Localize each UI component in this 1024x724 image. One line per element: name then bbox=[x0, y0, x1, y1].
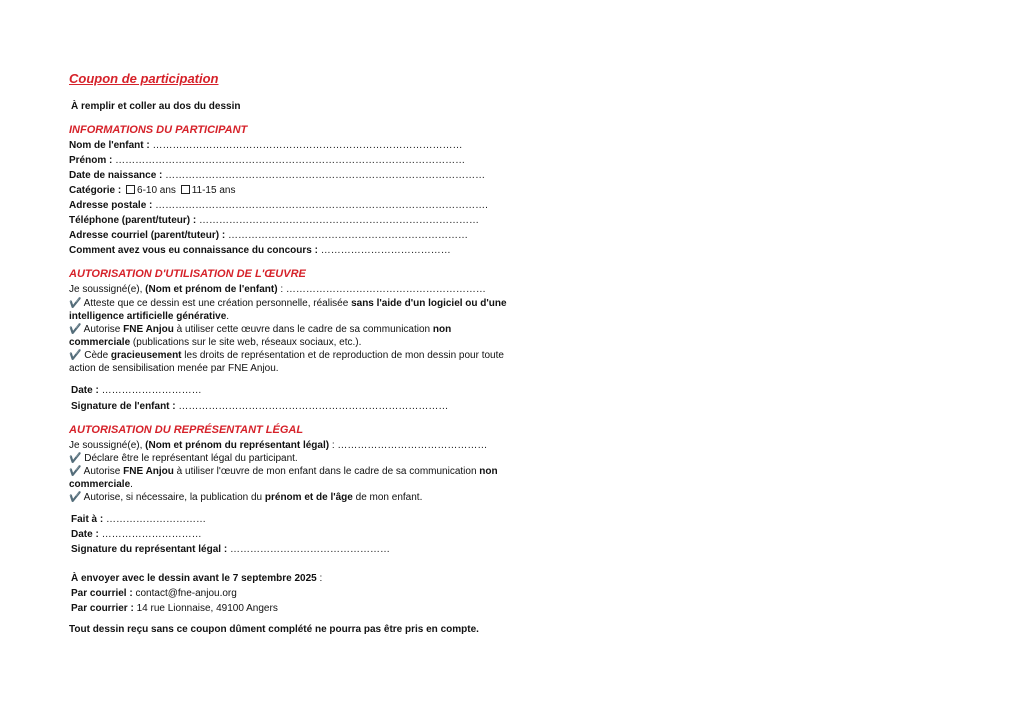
cede-end: les droits de représentation et de reproduction de mon dessin pour toute action de sensibilisation menée par FNE Anjou. bbox=[69, 350, 504, 374]
page-title: Coupon de participation bbox=[69, 71, 219, 86]
courriel-label: Par courriel : bbox=[71, 588, 133, 599]
legal-publication bbox=[69, 491, 509, 504]
publication-end: de mon enfant. bbox=[352, 492, 423, 503]
atteste-bold: sans l'aide d'un logiciel ou d'une intelligence artificielle générative bbox=[69, 298, 507, 322]
oeuvre-autorise bbox=[69, 323, 509, 349]
envoi-courriel bbox=[71, 587, 237, 600]
soussigne-dots: : ……………………………………… bbox=[329, 440, 488, 451]
autorise-org: FNE Anjou bbox=[123, 324, 174, 335]
courriel-link[interactable]: contact@fne-anjou.org bbox=[135, 588, 237, 599]
deadline-text: À envoyer avec le dessin avant le 7 septembre 2025 bbox=[71, 573, 317, 584]
oeuvre-cede bbox=[69, 349, 509, 375]
legal-heading: AUTORISATION DU REPRÉSENTANT LÉGAL bbox=[69, 424, 304, 436]
autorise-bold: non commerciale bbox=[69, 324, 452, 348]
cede-text: Cède bbox=[81, 350, 111, 361]
autorise-end: (publications sur le site web, réseaux sociaux, etc.). bbox=[130, 337, 362, 348]
check-icon: ✔️ bbox=[69, 298, 82, 309]
field-dots: ………………………… bbox=[106, 514, 207, 525]
footer-note: Tout dessin reçu sans ce coupon dûment complété ne pourra pas être pris en compte. bbox=[69, 624, 479, 635]
field-telephone[interactable] bbox=[69, 214, 479, 227]
autorise-text: Autorise bbox=[81, 466, 124, 477]
field-dots: ……………………………………………………………… bbox=[227, 230, 468, 241]
oeuvre-heading: AUTORISATION D'UTILISATION DE L'ŒUVRE bbox=[69, 268, 306, 280]
oeuvre-signature-field[interactable] bbox=[71, 400, 448, 413]
publication-bold: prénom et de l'âge bbox=[264, 492, 353, 503]
checkbox-label-11-15: 11-15 ans bbox=[191, 185, 236, 196]
autorise-text-2: à utiliser cette œuvre dans le cadre de sa communication bbox=[173, 324, 433, 335]
field-nom-enfant[interactable] bbox=[69, 139, 463, 152]
field-label: Date : bbox=[71, 385, 99, 396]
deadline-colon: : bbox=[316, 573, 323, 584]
soussigne-text: Je soussigné(e), bbox=[69, 440, 146, 451]
field-label: Prénom : bbox=[69, 155, 113, 166]
field-dots: ……………………………………………………………………… bbox=[178, 401, 449, 412]
field-adresse-postale[interactable] bbox=[69, 199, 488, 212]
oeuvre-date-field[interactable] bbox=[71, 384, 202, 397]
field-label: Signature de l'enfant : bbox=[71, 401, 176, 412]
courrier-label: Par courrier : bbox=[71, 603, 134, 614]
field-label: Signature du représentant légal : bbox=[71, 544, 228, 555]
field-label: Catégorie : bbox=[69, 185, 122, 196]
field-label: Nom de l'enfant : bbox=[69, 140, 150, 151]
atteste-end: . bbox=[226, 311, 230, 322]
field-dots: ………………………………………………………………………… bbox=[199, 215, 480, 226]
legal-fait-field[interactable] bbox=[71, 513, 206, 526]
field-prenom[interactable] bbox=[69, 154, 465, 167]
declare-text: Déclare être le représentant légal du participant. bbox=[81, 453, 298, 464]
legal-autorise bbox=[69, 465, 509, 491]
field-label: Date de naissance : bbox=[69, 170, 163, 181]
oeuvre-atteste bbox=[69, 297, 509, 323]
field-dots: ………………………………… bbox=[320, 245, 451, 256]
soussigne-bold: (Nom et prénom de l'enfant) bbox=[145, 284, 278, 295]
field-adresse-courriel[interactable] bbox=[69, 229, 468, 242]
autorise-end: . bbox=[130, 479, 133, 490]
legal-declare bbox=[69, 452, 509, 465]
field-dots: ………………………… bbox=[101, 385, 202, 396]
legal-date-field[interactable] bbox=[71, 528, 202, 541]
soussigne-bold: (Nom et prénom du représentant légal) bbox=[145, 440, 330, 451]
checkbox-label-6-10: 6-10 ans bbox=[137, 185, 176, 196]
legal-signature-field[interactable] bbox=[71, 543, 390, 556]
cede-bold: gracieusement bbox=[110, 350, 182, 361]
legal-soussigne-line[interactable] bbox=[69, 439, 487, 452]
field-dots: …………………………………………………………………………………… bbox=[165, 170, 486, 181]
field-dots: …………………………………………………………………………………………… bbox=[115, 155, 466, 166]
participant-heading: INFORMATIONS DU PARTICIPANT bbox=[69, 124, 248, 136]
soussigne-text: Je soussigné(e), bbox=[69, 284, 146, 295]
publication-text: Autorise, si nécessaire, la publication du bbox=[81, 492, 265, 503]
field-label: Fait à : bbox=[71, 514, 104, 525]
oeuvre-soussigne-line[interactable] bbox=[69, 283, 486, 296]
field-dots: ………………………………………………………………………………………. bbox=[155, 200, 488, 211]
autorise-text-2: à utiliser l'œuvre de mon enfant dans le cadre de sa communication bbox=[173, 466, 480, 477]
autorise-bold: non commerciale bbox=[69, 466, 498, 490]
field-label: Adresse courriel (parent/tuteur) : bbox=[69, 230, 226, 241]
autorise-org: FNE Anjou bbox=[123, 466, 174, 477]
atteste-text: Atteste que ce dessin est une création personnelle, réalisée bbox=[81, 298, 352, 309]
field-label: Téléphone (parent/tuteur) : bbox=[69, 215, 197, 226]
field-label: Comment avez vous eu connaissance du concours : bbox=[69, 245, 318, 256]
autorise-text: Autorise bbox=[81, 324, 124, 335]
check-icon: ✔️ bbox=[69, 350, 82, 361]
field-label: Adresse postale : bbox=[69, 200, 153, 211]
field-date-naissance[interactable] bbox=[69, 169, 485, 182]
field-label: Date : bbox=[71, 529, 99, 540]
instruction-text: À remplir et coller au dos du dessin bbox=[71, 101, 241, 112]
check-icon: ✔️ bbox=[69, 453, 82, 464]
field-dots: ………………………………………………………………………………… bbox=[152, 140, 463, 151]
field-categorie bbox=[69, 184, 235, 197]
courrier-address: 14 rue Lionnaise, 49100 Angers bbox=[136, 603, 278, 614]
check-icon: ✔️ bbox=[69, 492, 82, 503]
field-connaissance[interactable] bbox=[69, 244, 451, 257]
soussigne-dots: : …………………………………………………… bbox=[277, 284, 486, 295]
field-dots: ………………………… bbox=[101, 529, 202, 540]
check-icon: ✔️ bbox=[69, 466, 82, 477]
envoi-courrier bbox=[71, 602, 278, 615]
envoi-deadline bbox=[71, 572, 322, 585]
checkbox-11-15[interactable] bbox=[181, 185, 190, 194]
checkbox-6-10[interactable] bbox=[126, 185, 135, 194]
field-dots: ………………………………………… bbox=[229, 544, 390, 555]
check-icon: ✔️ bbox=[69, 324, 82, 335]
